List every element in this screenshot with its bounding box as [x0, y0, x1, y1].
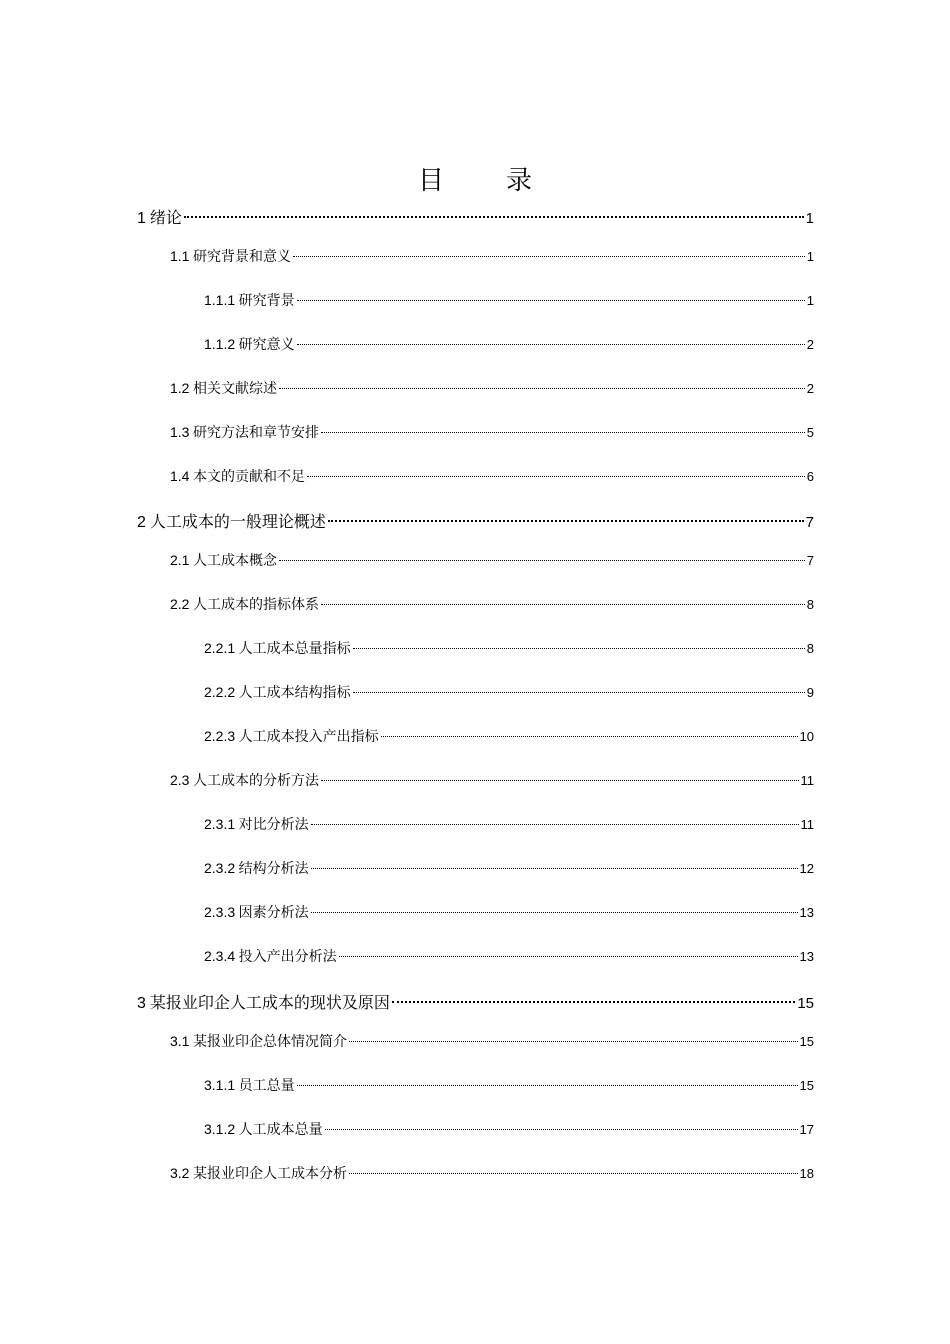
toc-entry-label — [204, 290, 295, 310]
toc-entry-number: 1.1 — [170, 248, 190, 264]
toc-entry[interactable] — [204, 858, 814, 878]
dot-leader — [339, 956, 798, 957]
toc-page-number: 15 — [797, 995, 814, 1012]
toc-entry-text: 本文的贡献和不足 — [189, 470, 305, 485]
toc-entry[interactable] — [204, 290, 814, 310]
toc-entry-label — [204, 1119, 323, 1139]
toc-entry[interactable] — [170, 1163, 814, 1183]
toc-entry-number: 3 — [137, 995, 146, 1012]
toc-entry-label — [204, 682, 351, 702]
toc-entry[interactable] — [204, 946, 814, 966]
toc-page-number: 8 — [806, 641, 814, 656]
toc-entry-label — [204, 726, 379, 746]
toc-entry-number: 2.2.3 — [204, 728, 236, 744]
toc-page-number: 10 — [799, 729, 814, 744]
toc-entry-text: 人工成本的分析方法 — [189, 774, 319, 789]
dot-leader — [297, 300, 805, 301]
toc-entry-text: 某报业印企人工成本分析 — [189, 1167, 347, 1182]
toc-entry-label — [170, 594, 319, 614]
toc-entry-text: 人工成本的指标体系 — [189, 598, 319, 613]
toc-entry-text: 人工成本总量 — [235, 1123, 323, 1138]
toc-page-number: 6 — [806, 469, 814, 484]
toc-entry-text: 人工成本投入产出指标 — [235, 730, 379, 745]
dot-leader — [349, 1041, 798, 1042]
dot-leader — [321, 780, 799, 781]
toc-page-number: 13 — [799, 949, 814, 964]
toc-entry-label — [204, 638, 351, 658]
toc-page-number: 12 — [799, 861, 814, 876]
dot-leader — [353, 692, 805, 693]
dot-leader — [311, 868, 798, 869]
toc-entry[interactable] — [204, 682, 814, 702]
toc-entry-number: 3.1 — [170, 1033, 190, 1049]
dot-leader — [297, 1085, 798, 1086]
toc-entry-text: 人工成本的一般理论概述 — [145, 514, 326, 531]
toc-entry[interactable] — [137, 509, 814, 532]
toc-entry[interactable] — [204, 902, 814, 922]
toc-page-number: 1 — [806, 293, 814, 308]
toc-entry-text: 结构分析法 — [235, 862, 309, 877]
toc-entry-text: 绪论 — [145, 210, 182, 227]
dot-leader — [349, 1173, 798, 1174]
toc-entry-number: 2.3.2 — [204, 860, 236, 876]
toc-entry-number: 1.2 — [170, 380, 190, 396]
dot-leader — [307, 476, 805, 477]
toc-page-number: 15 — [799, 1078, 814, 1093]
toc-page-number: 2 — [806, 337, 814, 352]
toc-entry-label — [204, 902, 309, 922]
toc-entry[interactable] — [204, 1119, 814, 1139]
dot-leader — [353, 648, 805, 649]
toc-entry[interactable] — [204, 726, 814, 746]
toc-entry-number: 1 — [137, 210, 146, 227]
toc-entry-text: 人工成本概念 — [189, 554, 277, 569]
toc-entry-text: 某报业印企人工成本的现状及原因 — [145, 995, 390, 1012]
toc-entry-text: 研究意义 — [235, 338, 295, 353]
toc-page-number: 2 — [806, 381, 814, 396]
toc-entry[interactable] — [204, 334, 814, 354]
toc-entry[interactable] — [204, 814, 814, 834]
toc-entry-label — [137, 990, 390, 1013]
toc-entry-number: 1.4 — [170, 468, 190, 484]
toc-entry-number: 2.2.2 — [204, 684, 236, 700]
dot-leader — [279, 388, 805, 389]
toc-entry[interactable] — [170, 422, 814, 442]
toc-entry-label — [204, 334, 295, 354]
toc-entry-text: 人工成本结构指标 — [235, 686, 351, 701]
toc-entry-number: 3.1.2 — [204, 1121, 236, 1137]
toc-entry-number: 3.2 — [170, 1165, 190, 1181]
toc-entry-label — [170, 1163, 347, 1183]
toc-entry-number: 2.3.3 — [204, 904, 236, 920]
toc-entry-number: 1.1.2 — [204, 336, 236, 352]
toc-entry-number: 2.1 — [170, 552, 190, 568]
toc-entry-label — [170, 770, 319, 790]
toc-entry-number: 1.1.1 — [204, 292, 236, 308]
toc-entry-text: 人工成本总量指标 — [235, 642, 351, 657]
toc-entry-label — [170, 246, 291, 266]
toc-page-number: 11 — [800, 817, 814, 832]
toc-entry-label — [170, 466, 305, 486]
toc-entry[interactable] — [137, 205, 814, 228]
toc-entry[interactable] — [137, 990, 814, 1013]
toc-entry[interactable] — [170, 466, 814, 486]
toc-page-number: 9 — [806, 685, 814, 700]
toc-page-number: 13 — [799, 905, 814, 920]
toc-entry[interactable] — [170, 594, 814, 614]
dot-leader — [325, 1129, 798, 1130]
dot-leader — [311, 912, 798, 913]
toc-entry-number: 3.1.1 — [204, 1077, 236, 1093]
dot-leader — [297, 344, 805, 345]
toc-page-number: 8 — [806, 597, 814, 612]
toc-entry-number: 2.2.1 — [204, 640, 236, 656]
toc-entry-text: 研究背景 — [235, 294, 295, 309]
toc-entry[interactable] — [170, 246, 814, 266]
toc-entry-label — [204, 1075, 295, 1095]
toc-entry-text: 对比分析法 — [235, 818, 309, 833]
toc-entry-label — [137, 205, 182, 228]
toc-page-number: 1 — [805, 210, 814, 227]
toc-entry-text: 因素分析法 — [235, 906, 309, 921]
toc-entry[interactable] — [204, 638, 814, 658]
toc-entry-label — [204, 858, 309, 878]
toc-entry[interactable] — [170, 770, 814, 790]
toc-entry-number: 2.3 — [170, 772, 190, 788]
dot-leader — [321, 604, 805, 605]
toc-page-number: 1 — [806, 249, 814, 264]
toc-entry-number: 2.3.1 — [204, 816, 236, 832]
dot-leader — [381, 736, 798, 737]
toc-entry-label — [170, 1031, 347, 1051]
toc-entry-label — [170, 378, 277, 398]
toc-entry-text: 研究方法和章节安排 — [189, 426, 319, 441]
toc-page-number: 17 — [799, 1122, 814, 1137]
page-title: 目 录 — [417, 166, 550, 196]
toc-entry-label — [137, 509, 326, 532]
toc-entry-number: 2 — [137, 514, 146, 531]
toc-entry-label — [204, 946, 337, 966]
toc-entry-number: 1.3 — [170, 424, 190, 440]
dot-leader — [184, 216, 804, 218]
toc-page-number: 5 — [806, 425, 814, 440]
toc-entry[interactable] — [170, 378, 814, 398]
toc-entry-text: 研究背景和意义 — [189, 250, 291, 265]
dot-leader — [293, 256, 805, 257]
toc-entry[interactable] — [170, 550, 814, 570]
dot-leader — [279, 560, 805, 561]
dot-leader — [328, 520, 804, 522]
toc-entry-number: 2.2 — [170, 596, 190, 612]
toc-page-number: 18 — [799, 1166, 814, 1181]
toc-page-number: 11 — [800, 773, 814, 788]
toc-entry-text: 投入产出分析法 — [235, 950, 337, 965]
toc-entry-label — [170, 550, 277, 570]
toc-entry-text: 员工总量 — [235, 1079, 295, 1094]
toc-entry-label — [170, 422, 319, 442]
toc-entry[interactable] — [170, 1031, 814, 1051]
dot-leader — [321, 432, 805, 433]
toc-entry-number: 2.3.4 — [204, 948, 236, 964]
dot-leader — [392, 1001, 795, 1003]
toc-page-number: 7 — [805, 514, 814, 531]
toc-page-number: 7 — [806, 553, 814, 568]
dot-leader — [311, 824, 799, 825]
toc-entry-text: 相关文献综述 — [189, 382, 277, 397]
toc-entry[interactable] — [204, 1075, 814, 1095]
toc-entry-label — [204, 814, 309, 834]
toc-entry-text: 某报业印企总体情况简介 — [189, 1035, 347, 1050]
toc-page-number: 15 — [799, 1034, 814, 1049]
